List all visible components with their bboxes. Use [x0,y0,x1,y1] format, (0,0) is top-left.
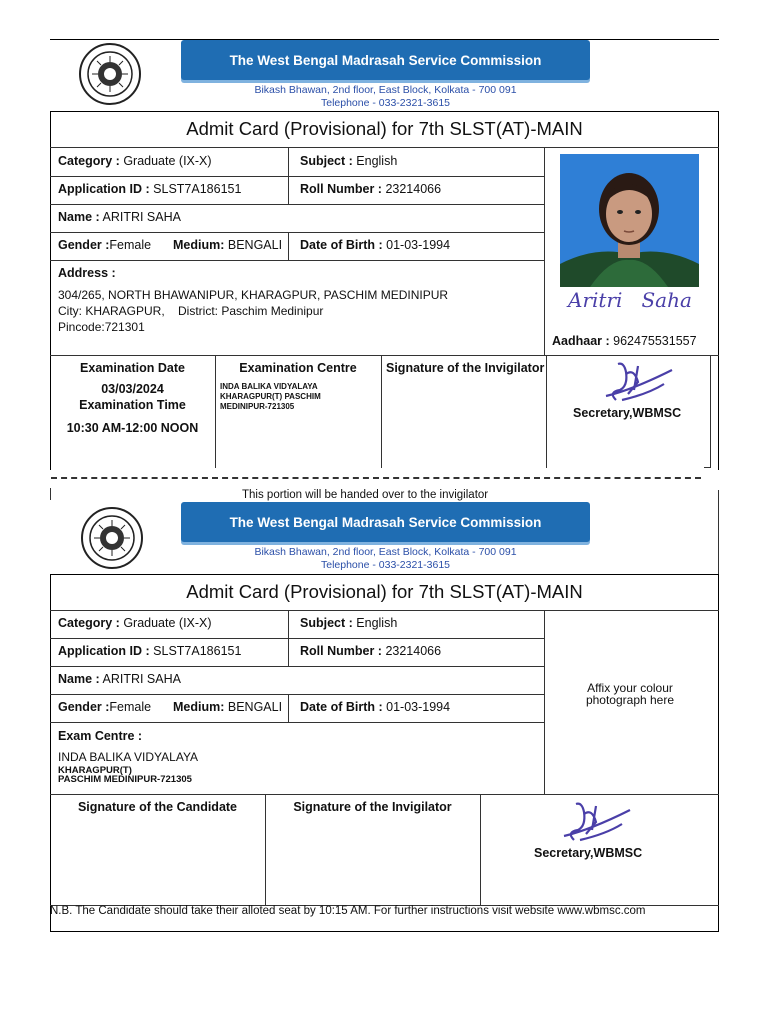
medium-field: Medium: BENGALI [173,700,283,714]
exam-time: 10:30 AM-12:00 NOON [66,421,199,435]
gender-field: Gender :Female [58,700,152,714]
name-field: Name : ARITRI SAHA [58,672,181,686]
address-line-1: 304/265, NORTH BHAWANIPUR, KHARAGPUR, PASCHIM MEDINIPUR [58,288,449,302]
exam-date-label: Examination Date [80,361,185,375]
exam-centre-label: Examination Centre [239,361,357,375]
candidate-signature: Aritri Saha [568,288,692,312]
commission-name: The West Bengal Madrasah Service Commission [229,52,542,68]
aadhaar-field: Aadhaar : 962475531557 [552,334,697,348]
application-id-field: Application ID : SLST7A186151 [58,644,242,658]
exam-centre-line-3: PASCHIM MEDINIPUR-721305 [58,774,192,785]
invigilator-signature-label: Signature of the Invigilator [293,800,452,814]
exam-centre-label: Exam Centre : [58,729,143,743]
address-line-2: City: KHARAGPUR, District: Paschim Medinipur [58,304,324,318]
address-line: Bikash Bhawan, 2nd floor, East Block, Kolkata - 700 091 [254,84,517,96]
roll-number-field: Roll Number : 23214066 [300,644,442,658]
subject-field: Subject : English [300,154,398,168]
secretary-title: Secretary,WBMSC [573,406,682,420]
exam-centre-line-2: KHARAGPUR(T) [58,765,132,776]
commission-banner [181,40,590,80]
commission-name: The West Bengal Madrasah Service Commission [229,514,542,530]
exam-time-label: Examination Time [79,398,186,412]
application-id-field: Application ID : SLST7A186151 [58,182,242,196]
exam-date: 03/03/2024 [101,382,164,396]
gender-field: Gender :Female [58,238,152,252]
roll-number-field: Roll Number : 23214066 [300,182,442,196]
counterfoil-title: Admit Card (Provisional) for 7th SLST(AT)-MAIN [186,581,583,602]
admit-card-title: Admit Card (Provisional) for 7th SLST(AT)-MAIN [186,118,583,139]
address-line-3: Pincode:721301 [58,320,145,334]
invigilator-portion-note: This portion will be handed over to the invigilator [242,489,489,501]
dob-field: Date of Birth : 01-03-1994 [300,238,451,252]
candidate-photo [560,154,699,287]
subject-field: Subject : English [300,616,398,630]
commission-banner [181,502,590,542]
secretary-signature-icon [556,800,638,846]
commission-address [181,546,590,572]
secretary-title: Secretary,WBMSC [534,846,643,860]
candidate-signature-label: Signature of the Candidate [77,800,238,814]
category-field: Category : Graduate (IX-X) [58,154,212,168]
name-field: Name : ARITRI SAHA [58,210,181,224]
cut-line [51,477,701,479]
wbmsc-seal-icon [78,42,142,106]
telephone-line: Telephone - 033-2321-3615 [320,559,451,571]
address-line: Bikash Bhawan, 2nd floor, East Block, Kolkata - 700 091 [254,546,517,558]
dob-field: Date of Birth : 01-03-1994 [300,700,451,714]
category-field: Category : Graduate (IX-X) [58,616,212,630]
wbmsc-seal-icon [80,506,144,570]
exam-centre-address: INDA BALIKA VIDYALAYA KHARAGPUR(T) PASCHIM MEDINIPUR-721305 [220,382,321,411]
exam-centre-line-1: INDA BALIKA VIDYALAYA [58,750,199,764]
secretary-signature-icon [598,360,680,406]
medium-field: Medium: BENGALI [173,238,283,252]
address-label: Address : [58,266,116,280]
telephone-line: Telephone - 033-2321-3615 [320,97,451,109]
commission-address [181,84,590,110]
photo-placeholder: Affix your colour photograph here [585,681,675,707]
invigilator-signature-label: Signature of the Invigilator [386,361,545,375]
instructions-note: N.B. The Candidate should take their alloted seat by 10:15 AM. For further instructions visit website www.wbmsc.com [50,905,646,917]
